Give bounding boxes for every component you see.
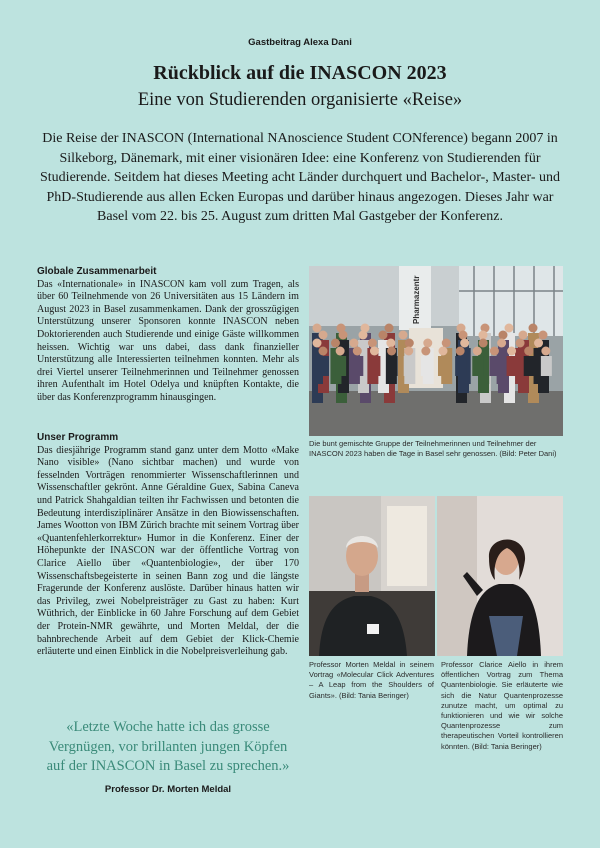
group-photo-caption: Die bunt gemischte Gruppe der Teilnehmerinnen und Teilnehmer der INASCON 2023 haben die Tage in Basel sehr genossen. (Bild: Peter Dani)	[309, 439, 557, 459]
section-body: Das «Internationale» in INASCON kam voll zum Tragen, als über 60 Teilnehmende von 26 Universitäten aus 15 Ländern im August 2023 in Basel zusammenkamen. Dank der grosszügigen Unterstützung unserer Sponsoren konnte INASCON neben Doktorierenden auch Studierende und einige Gäste willkommen heissen. Wichtig war uns dabei, dass dank finanzieller Unterstützung alle Interessierten teilnehmen konnten. Mehr als drei Viertel unserer Teilnehmerinnen und Teilnehmer genossen ihren Aufenthalt im Hotel Odelya und knüpften Kontakte, die über das Konferenzprogramm hinausgingen.	[37, 278, 299, 403]
section-body: Das diesjährige Programm stand ganz unter dem Motto «Make Nano visible» (Nano sichtbar machen) und wurde von fesselnden Vorträgen renommierter Wissenschaftlerinnen und Wissenschaftler gekrönt. Anne Géraldine Guex, Sabina Caneva und Patrick Shahgaldian teilten ihr Fachwissen und betonten die Bedeutung interdisziplinärer Ansätze in den Biowissenschaften. James Wootton von IBM Zürich brachte mit seinem Vortrag über «Quantenfehlerkorrektur» Humor in die Konferenz. Einer der Höhepunkte der INASCON war der öffentliche Vortrag von Clarice Aiello über «Quantenbiologie», der über 170 Wissenschaftsbegeisterte in seinen Bann zog und die längste Fragerunde der Konferenz auslöste. Darüber hinaus hatten wir das Privileg, zwei Nobelpreisträger zu Gast zu haben: Kurt Wüthrich, der Einblicke in 60 Jahre Forschung auf dem Gebiet der Protein-NMR gewährte, und Morten Meldal, der die bahnbrechende Arbeit auf dem Gebiet der Klick-Chemie erläuterte und einen Einblick in die Nobelpreisverleihung gab.	[37, 444, 299, 658]
building-sign: Pharmazentr	[412, 275, 421, 324]
pull-quote-author: Professor Dr. Morten Meldal	[104, 784, 232, 795]
pull-quote: «Letzte Woche hatte ich das grosse Vergnügen, vor brillanten jungen Köpfen auf der INASCON in Basel zu sprechen.»	[46, 719, 290, 774]
article-kicker: Gastbeitrag Alexa Dani	[248, 37, 352, 48]
meldal-photo	[309, 496, 435, 656]
section-globale-zusammenarbeit	[37, 266, 299, 405]
article-subtitle: Eine von Studierenden organisierte «Reise»	[137, 90, 463, 110]
aiello-photo-caption: Professor Clarice Aiello in ihrem öffentlichen Vortrag zum Thema Quantenbiologie. Sie erläuterte wie sich die Natur Quantenprozesse zunutze macht, um optimal zu funktionieren und wie wir solche Quantenprozesse zum therapeutischen Vorteil kontrollieren könnten. (Bild: Tania Beringer)	[441, 660, 563, 751]
group-photo	[309, 266, 563, 436]
aiello-photo	[437, 496, 563, 656]
meldal-photo-caption: Professor Morten Meldal in seinem Vortrag «Molecular Click Adventures – A Leap from the Shoulders of Giants». (Bild: Tania Beringer)	[309, 660, 434, 700]
article-title: Rückblick auf die INASCON 2023	[153, 62, 447, 84]
article-lead: Die Reise der INASCON (International NAnoscience Student CONference) begann 2007 in Silkeborg, Dänemark, mit einer visionären Idee: eine Konferenz von Studierenden für Studierende. Seitdem hat dieses Meeting acht Länder durchquert und Bachelor-, Master- und PhD-Studierende aus allen Ecken Europas und darüber hinaus angezogen. Dieses Jahr war Basel vom 22. bis 25. August zum dritten Mal Gastgeber der Konferenz.	[40, 131, 560, 224]
section-unser-programm	[37, 432, 299, 659]
section-heading: Globale Zusammenarbeit	[37, 266, 157, 277]
section-heading: Unser Programm	[37, 432, 119, 443]
